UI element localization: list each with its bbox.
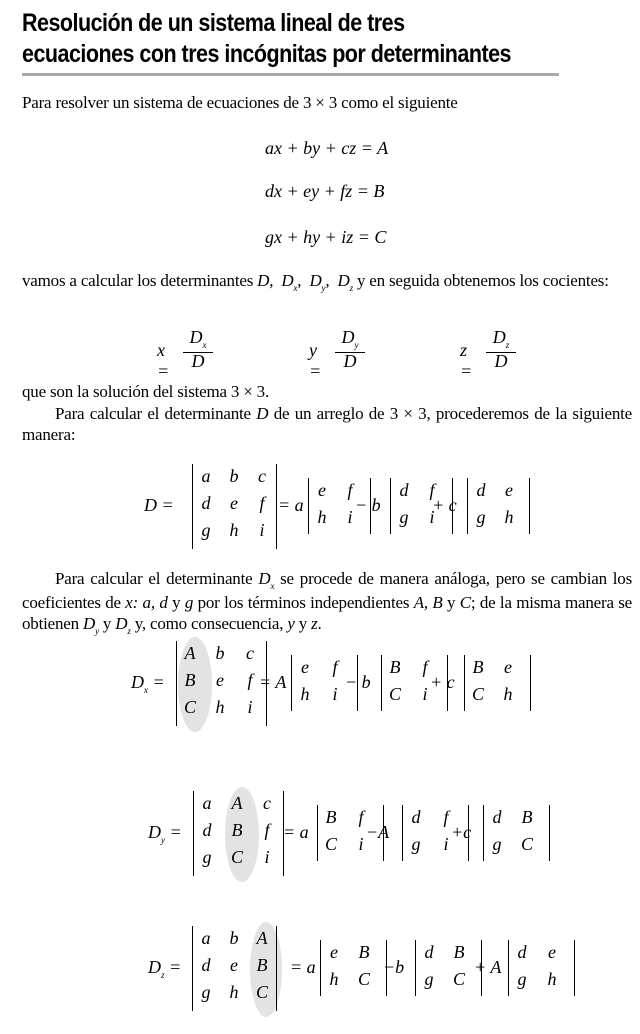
matrix-cell: A	[184, 643, 196, 663]
matrix-cell: f	[264, 820, 270, 840]
matrix-cell: b	[229, 466, 239, 486]
matrix-cell: B	[184, 670, 196, 690]
minor-cell: h	[300, 683, 310, 704]
solution-paragraph: que son la solución del sistema 3 × 3.	[22, 382, 270, 401]
matrix-cell: c	[246, 643, 254, 663]
minor-cell: f	[443, 806, 449, 827]
matrix-cell: f	[247, 670, 253, 690]
minor-cell: h	[329, 968, 339, 989]
matrix-cell: g	[201, 520, 211, 540]
matrix-bar-right	[276, 926, 277, 1011]
matrix-cell: e	[230, 955, 238, 975]
minor-cell: f	[332, 656, 338, 677]
minor-cell: C	[357, 968, 370, 989]
minor-cell: d	[492, 806, 502, 827]
matrix-cell: A	[256, 928, 268, 948]
determinant-label: $D_z$ =	[148, 957, 182, 980]
term-coefficient: − b	[345, 672, 371, 692]
minor-cell: i	[422, 683, 428, 704]
minor-bar-left	[483, 805, 484, 861]
determinant-label: $D_y$ =	[148, 822, 182, 845]
minor-cell: d	[476, 479, 486, 500]
det-Dy-block	[0, 793, 640, 884]
minor-cell: d	[399, 479, 409, 500]
equation-3: gx + hy + iz = C	[265, 227, 387, 247]
minor-cell: f	[429, 479, 435, 500]
determinant-label: $D_x$ =	[131, 672, 165, 695]
minor-cell: B	[521, 806, 533, 827]
matrix-cell: h	[229, 982, 239, 1002]
minor-cell: h	[503, 683, 513, 704]
minor-cell: B	[358, 941, 370, 962]
term-coefficient: + A	[474, 957, 502, 977]
matrix-cell: A	[231, 793, 243, 813]
minor-cell: h	[547, 968, 557, 989]
minor-cell: g	[411, 833, 421, 854]
intro-paragraph: Para resolver un sistema de ecuaciones de 3 × 3 como el siguiente	[22, 93, 458, 112]
minor-cell: B	[389, 656, 401, 677]
det-Dz-block	[0, 928, 640, 1019]
matrix-cell: d	[201, 955, 211, 975]
matrix-cell: C	[255, 982, 268, 1002]
minor-bar-left	[508, 940, 509, 996]
minor-cell: i	[443, 833, 449, 854]
matrix-cell: a	[202, 793, 212, 813]
matrix-cell: g	[202, 847, 212, 867]
matrix-cell: C	[183, 697, 196, 717]
minor-cell: C	[471, 683, 484, 704]
matrix-cell: h	[229, 520, 239, 540]
minor-bar-left	[381, 655, 382, 711]
minor-cell: h	[317, 506, 327, 527]
determinant-label: D =	[144, 495, 174, 515]
minor-cell: e	[330, 941, 338, 962]
term-coefficient: + c	[432, 495, 457, 515]
matrix-cell: d	[201, 493, 211, 513]
title-line-2: ecuaciones con tres incógnitas por determinantes	[22, 40, 511, 68]
analogous-paragraph: Para calcular el determinante $D_x$ se procede de manera análoga, pero se cambian los coeficientes de x: a, d y g por los términos independientes A, B y C; de la misma manera se obtienen $D_y$ y $D_z$ y, como consecuencia, y y z.	[22, 569, 633, 636]
method-paragraph: Para calcular el determinante D de un arreglo de 3 × 3, procederemos de la siguiente manera:	[22, 404, 633, 444]
minor-bar-left	[402, 805, 403, 861]
minor-cell: C	[324, 833, 337, 854]
minor-cell: f	[347, 479, 353, 500]
matrix-bar-left	[176, 641, 177, 726]
matrix-cell: B	[256, 955, 268, 975]
minor-cell: e	[505, 479, 513, 500]
title-line-1: Resolución de un sistema lineal de tres	[22, 9, 405, 37]
term-coefficient: = A	[259, 672, 287, 692]
matrix-cell: f	[259, 493, 265, 513]
minor-cell: g	[424, 968, 434, 989]
matrix-cell: e	[230, 493, 238, 513]
term-coefficient: −b	[383, 957, 405, 977]
minor-bar-left	[317, 805, 318, 861]
matrix-cell: a	[201, 466, 211, 486]
minor-cell: i	[429, 506, 435, 527]
minor-cell: d	[411, 806, 421, 827]
determinants-paragraph: vamos a calcular los determinantes D, $D_x$, $D_y$, $D_z$ y en seguida obtenemos los cocientes:	[22, 271, 609, 293]
title-underline	[22, 73, 559, 76]
minor-bar-left	[415, 940, 416, 996]
minor-bar-left	[390, 478, 391, 534]
minor-cell: B	[472, 656, 484, 677]
det-Dx-block	[0, 643, 640, 734]
minor-cell: C	[388, 683, 401, 704]
minor-cell: i	[332, 683, 338, 704]
matrix-cell: b	[229, 928, 239, 948]
matrix-cell: h	[215, 697, 225, 717]
term-coefficient: = a	[278, 495, 304, 515]
matrix-cell: i	[259, 520, 265, 540]
minor-cell: e	[548, 941, 556, 962]
page-title	[22, 8, 511, 70]
minor-cell: B	[325, 806, 337, 827]
matrix-cell: e	[216, 670, 224, 690]
minor-cell: e	[318, 479, 326, 500]
minor-cell: C	[452, 968, 465, 989]
equation-2: dx + ey + fz = B	[265, 181, 385, 201]
matrix-cell: c	[263, 793, 271, 813]
matrix-bar-left	[193, 791, 194, 876]
minor-cell: B	[453, 941, 465, 962]
matrix-cell: c	[258, 466, 266, 486]
minor-bar-right	[530, 655, 531, 711]
minor-cell: C	[520, 833, 533, 854]
minor-bar-right	[529, 478, 530, 534]
term-coefficient: − b	[355, 495, 381, 515]
matrix-cell: i	[264, 847, 270, 867]
minor-cell: d	[517, 941, 527, 962]
minor-cell: g	[476, 506, 486, 527]
term-coefficient: −A	[366, 822, 390, 842]
matrix-bar-left	[192, 926, 193, 1011]
minor-bar-right	[549, 805, 550, 861]
minor-bar-left	[467, 478, 468, 534]
term-coefficient: +c	[451, 822, 472, 842]
minor-cell: f	[358, 806, 364, 827]
minor-cell: f	[422, 656, 428, 677]
minor-cell: g	[517, 968, 527, 989]
minor-bar-left	[464, 655, 465, 711]
minor-cell: e	[504, 656, 512, 677]
minor-cell: i	[358, 833, 364, 854]
matrix-bar-left	[192, 464, 193, 549]
minor-bar-left	[308, 478, 309, 534]
matrix-cell: d	[202, 820, 212, 840]
minor-cell: g	[399, 506, 409, 527]
matrix-cell: i	[247, 697, 253, 717]
minor-cell: g	[492, 833, 502, 854]
minor-bar-left	[291, 655, 292, 711]
matrix-cell: C	[230, 847, 243, 867]
term-coefficient: = a	[283, 822, 309, 842]
matrix-cell: B	[231, 820, 243, 840]
minor-cell: h	[504, 506, 514, 527]
det-D-block	[0, 466, 640, 557]
term-coefficient: = a	[290, 957, 316, 977]
term-coefficient: + c	[430, 672, 455, 692]
minor-bar-right	[574, 940, 575, 996]
minor-cell: e	[301, 656, 309, 677]
minor-cell: d	[424, 941, 434, 962]
equation-1: ax + by + cz = A	[265, 138, 389, 158]
minor-cell: i	[347, 506, 353, 527]
minor-bar-left	[320, 940, 321, 996]
matrix-cell: g	[201, 982, 211, 1002]
matrix-cell: a	[201, 928, 211, 948]
matrix-cell: b	[215, 643, 225, 663]
